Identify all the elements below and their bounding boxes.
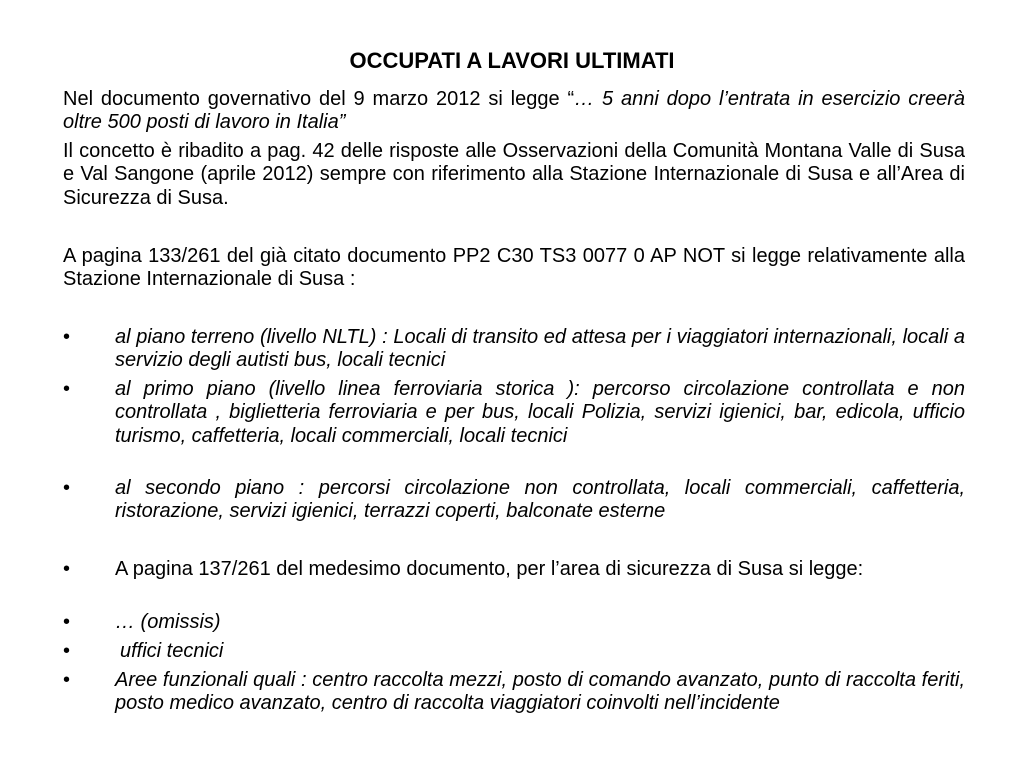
paragraph-concept [63,140,965,210]
bullet-marker: • [63,326,71,348]
paragraph-text: Il concetto è ribadito a pag. 42 delle risposte alle Osservazioni della Comunità Montana Valle di Susa e Val Sangone (aprile 2012) sempre con riferimento alla Stazione Internazionale di Susa e all’Area di Sicurezza di Susa. [63,140,965,209]
paragraph-text: Nel documento governativo del 9 marzo 2012 si legge “ [63,88,575,110]
bullet-marker: • [63,640,71,662]
paragraph-page-133 [63,245,965,292]
paragraph-government-document [63,88,965,135]
list-item-text: al piano terreno (livello NLTL) : Locali di transito ed attesa per i viaggiatori internazionali, locali a servizio degli autisti bus, locali tecnici [115,326,965,372]
bullet-marker: • [63,669,71,691]
bullet-marker: • [63,558,71,580]
paragraph-text: A pagina 133/261 del già citato documento PP2 C30 TS3 0077 0 AP NOT si legge relativamente alla Stazione Internazionale di Susa : [63,245,965,291]
list-item-text: uffici tecnici [120,640,224,662]
bullet-marker: • [63,611,71,633]
list-item-text: al primo piano (livello linea ferroviaria storica ): percorso circolazione controllata e non controllata , biglietteria ferroviaria e per bus, locali Polizia, servizi igienici, bar, edicola, ufficio turismo, caffetteria, locali commerciali, locali tecnici [115,378,965,447]
list-item-text: … (omissis) [115,611,221,633]
quoted-text: … 5 anni dopo l’entrata in esercizio creerà oltre 500 posti di lavoro in Italia” [63,88,965,134]
list-item-text: al secondo piano : percorsi circolazione non controllata, locali commerciali, caffetteria, ristorazione, servizi igienici, terrazzi coperti, balconate esterne [115,477,965,523]
list-item-text: A pagina 137/261 del medesimo documento, per l’area di sicurezza di Susa si legge: [115,558,864,580]
bullet-marker: • [63,477,71,499]
list-item-text: Aree funzionali quali : centro raccolta mezzi, posto di comando avanzato, punto di raccolta feriti, posto medico avanzato, centro di raccolta viaggiatori coinvolti nell’incidente [115,669,965,715]
slide-title: OCCUPATI A LAVORI ULTIMATI [349,48,675,73]
bullet-marker: • [63,378,71,400]
